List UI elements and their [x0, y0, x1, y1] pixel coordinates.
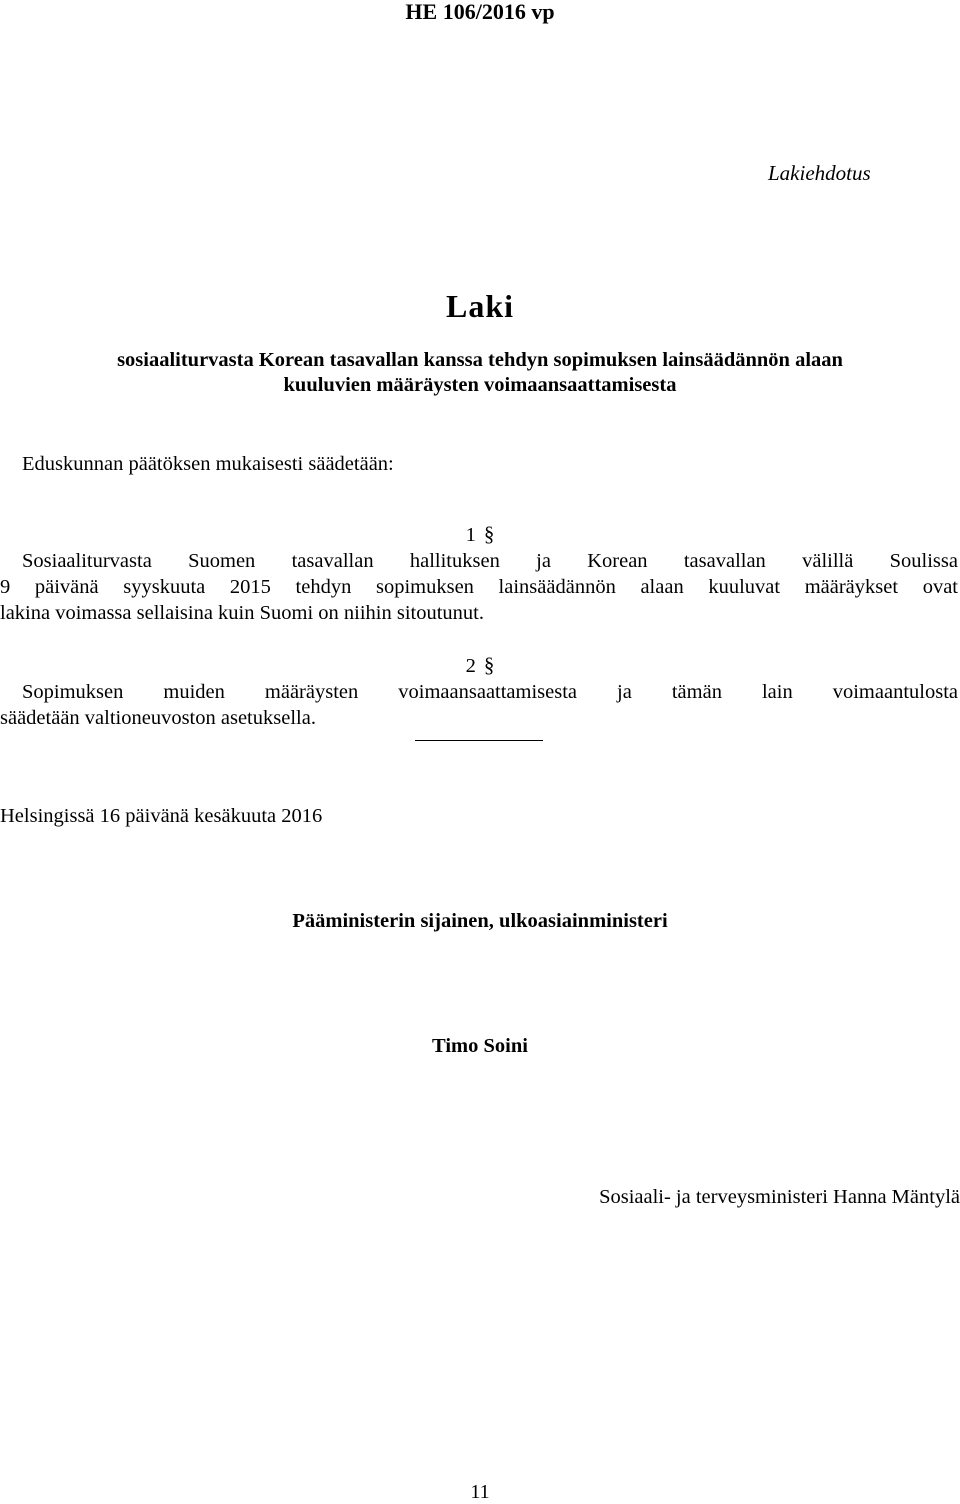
- paragraph-line: Sosiaaliturvasta Suomen tasavallan hallituksen ja Korean tasavallan välillä Soulissa: [22, 550, 958, 572]
- section-2-text: [0, 679, 958, 731]
- law-subtitle-line: kuuluvien määräysten voimaansaattamisesta: [283, 374, 677, 396]
- document-id: HE 106/2016 vp: [405, 0, 555, 24]
- law-title: Laki: [445, 288, 515, 324]
- section-1-text: [0, 548, 958, 626]
- paragraph-line: säädetään valtioneuvoston asetuksella.: [0, 707, 316, 729]
- law-subtitle-line: sosiaaliturvasta Korean tasavallan kanssa tehdyn sopimuksen lainsäädännön alaan: [117, 349, 843, 371]
- paragraph-line: Sopimuksen muiden määräysten voimaansaattamisesta ja tämän lain voimaantulosta: [22, 681, 958, 703]
- enactment-clause: Eduskunnan päätöksen mukaisesti säädetään:: [22, 453, 394, 475]
- page-number: 11: [470, 1481, 490, 1503]
- minister-title: Pääministerin sijainen, ulkoasiainministeri: [292, 910, 668, 932]
- law-subtitle: [0, 348, 960, 398]
- section-number: 2: [465, 655, 476, 677]
- countersignature: Sosiaali- ja terveysministeri Hanna Mäntylä: [599, 1186, 960, 1208]
- paragraph-line: 9 päivänä syyskuuta 2015 tehdyn sopimuksen lainsäädännön alaan kuuluvat määräykset ovat: [0, 576, 958, 598]
- section-sign: §: [483, 522, 495, 546]
- paragraph-line: lakina voimassa sellaisina kuin Suomi on niihin sitoutunut.: [0, 602, 485, 624]
- end-rule: [415, 740, 543, 741]
- place-and-date: Helsingissä 16 päivänä kesäkuuta 2016: [0, 805, 323, 827]
- section-heading-2: [0, 652, 960, 679]
- section-sign: §: [483, 653, 495, 677]
- section-heading-1: [0, 521, 960, 548]
- proposal-label: Lakiehdotus: [768, 161, 871, 185]
- minister-name: Timo Soini: [432, 1035, 528, 1057]
- section-number: 1: [465, 524, 476, 546]
